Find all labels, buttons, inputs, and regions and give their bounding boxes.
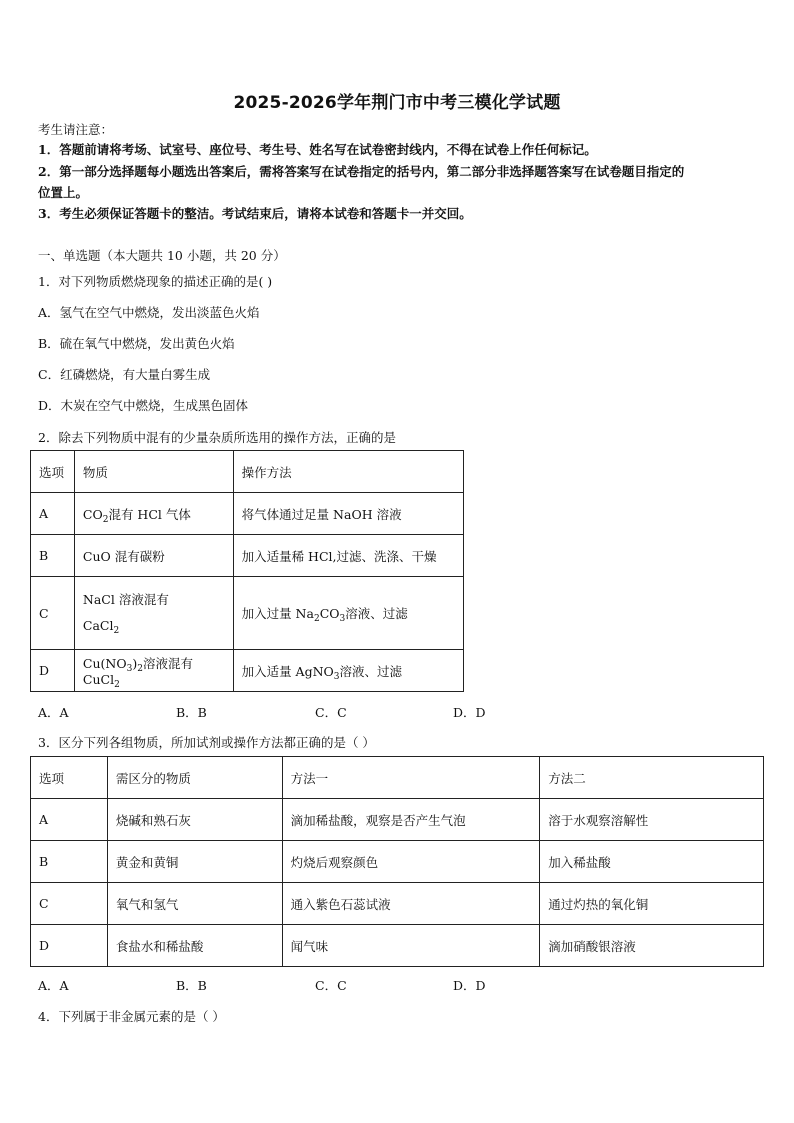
subscript: 3 [333, 671, 340, 682]
formula-text: 溶液、过滤 [345, 606, 408, 621]
formula-text: 混有 HCl 气体 [108, 506, 191, 522]
table-row [31, 799, 764, 841]
formula-text: 溶液、过滤 [339, 663, 403, 679]
notice-item: 3．考生必须保证答题卡的整洁。考试结束后，请将本试卷和答题卡一并交回。 [38, 206, 472, 221]
table-cell: 滴加稀盐酸，观察是否产生气泡 [282, 799, 540, 841]
question-stem: 1．对下列物质燃烧现象的描述正确的是( ) [38, 274, 273, 289]
table-cell: 滴加硝酸银溶液 [540, 925, 764, 967]
table-cell: 通入紫色石蕊试液 [282, 883, 540, 925]
table-row [31, 925, 764, 967]
subscript: 3 [126, 664, 133, 674]
table-cell: 闻气味 [282, 925, 540, 967]
table-header-row [31, 451, 464, 493]
formula-line [83, 613, 233, 639]
table-cell: C [31, 577, 75, 650]
table-header-row [31, 757, 764, 799]
table-cell: 烧碱和熟石灰 [107, 799, 282, 841]
table-row [31, 493, 464, 535]
table-cell: B [31, 841, 108, 883]
formula-text: Cu(NO [82, 656, 127, 671]
table-cell: D [31, 650, 75, 692]
table-header-cell: 物质 [74, 451, 233, 493]
notice-item: 1．答题前请将考场、试室号、座位号、考生号、姓名写在试卷密封线内，不得在试卷上作任何标记。 [38, 142, 597, 157]
table-cell: 溶于水观察溶解性 [540, 799, 764, 841]
answer-choice: C．C [315, 978, 347, 993]
table-cell: D [31, 925, 108, 967]
table-cell: 通过灼热的氧化铜 [540, 883, 764, 925]
table-row [31, 535, 464, 577]
subscript: 2 [137, 664, 143, 674]
table-cell [233, 577, 463, 650]
table-cell: 加入适量稀 HCl,过滤、洗涤、干燥 [233, 535, 463, 577]
answer-choice: A．A [38, 705, 69, 720]
answer-choice: D．D [453, 978, 486, 993]
table-header-cell: 操作方法 [233, 451, 463, 493]
table-header-cell: 需区分的物质 [107, 757, 282, 799]
table-header-cell: 方法一 [282, 757, 540, 799]
formula-text: CaCl [82, 618, 114, 633]
table-header-cell: 方法二 [540, 757, 764, 799]
formula-text: NaCl 溶液混有 [82, 592, 169, 607]
answer-choice: C．C [315, 705, 347, 720]
table-cell: A [31, 799, 108, 841]
q3-table [30, 756, 764, 967]
question-stem: 3．区分下列各组物质，所加试剂或操作方法都正确的是（ ） [38, 735, 375, 750]
table-row [31, 883, 764, 925]
answer-choice: B．B [176, 978, 207, 993]
table-cell: CuO 混有碳粉 [74, 535, 233, 577]
answer-option: C．红磷燃烧，有大量白雾生成 [38, 367, 211, 382]
table-cell: 氧气和氢气 [107, 883, 282, 925]
subscript: 2 [114, 680, 120, 690]
subscript: 2 [102, 514, 109, 525]
notice-item: 位置上。 [38, 185, 89, 200]
table-cell [74, 493, 233, 535]
subscript: 3 [339, 614, 346, 624]
table-cell: 将气体通过足量 NaOH 溶液 [233, 493, 463, 535]
formula-text: 加入过量 Na [241, 606, 314, 621]
answer-choice: D．D [453, 705, 486, 720]
section-heading: 一、单选题（本大题共 10 小题，共 20 分） [38, 248, 286, 263]
table-cell: 食盐水和稀盐酸 [107, 925, 282, 967]
table-cell [233, 650, 463, 692]
table-cell: B [31, 535, 75, 577]
table-cell [74, 650, 233, 692]
table-row [31, 841, 764, 883]
q2-table [30, 450, 464, 692]
subscript: 2 [113, 626, 120, 636]
formula-text: 溶液混有 CuCl [82, 656, 193, 687]
table-row [31, 577, 464, 650]
table-row [31, 650, 464, 692]
answer-option: D．木炭在空气中燃烧，生成黑色固体 [38, 398, 249, 413]
question-stem: 2．除去下列物质中混有的少量杂质所选用的操作方法，正确的是 [38, 430, 396, 445]
answer-option: B．硫在氧气中燃烧，发出黄色火焰 [38, 336, 235, 351]
table-cell: 黄金和黄铜 [107, 841, 282, 883]
notice-item: 2．第一部分选择题每小题选出答案后，需将答案写在试卷指定的括号内，第二部分非选择题答案写在试卷题目指定的 [38, 164, 685, 179]
table-cell: C [31, 883, 108, 925]
formula-text: ) [132, 656, 138, 671]
table-cell [74, 577, 233, 650]
table-cell: A [31, 493, 75, 535]
formula-text: 加入适量 AgNO [241, 663, 334, 679]
notice-heading: 考生请注意： [38, 122, 114, 137]
formula-text: CO [319, 606, 340, 621]
formula-text: CO [82, 506, 103, 522]
answer-option: A．氢气在空气中燃烧，发出淡蓝色火焰 [38, 305, 260, 320]
question-stem: 4．下列属于非金属元素的是（ ） [38, 1009, 225, 1024]
table-cell: 灼烧后观察颜色 [282, 841, 540, 883]
table-header-cell: 选项 [31, 451, 75, 493]
page-title: 2025-2026学年荆门市中考三模化学试题 [233, 93, 561, 113]
table-cell: 加入稀盐酸 [540, 841, 764, 883]
subscript: 2 [313, 614, 320, 624]
answer-choice: A．A [38, 978, 69, 993]
table-header-cell: 选项 [31, 757, 108, 799]
answer-choice: B．B [176, 705, 207, 720]
